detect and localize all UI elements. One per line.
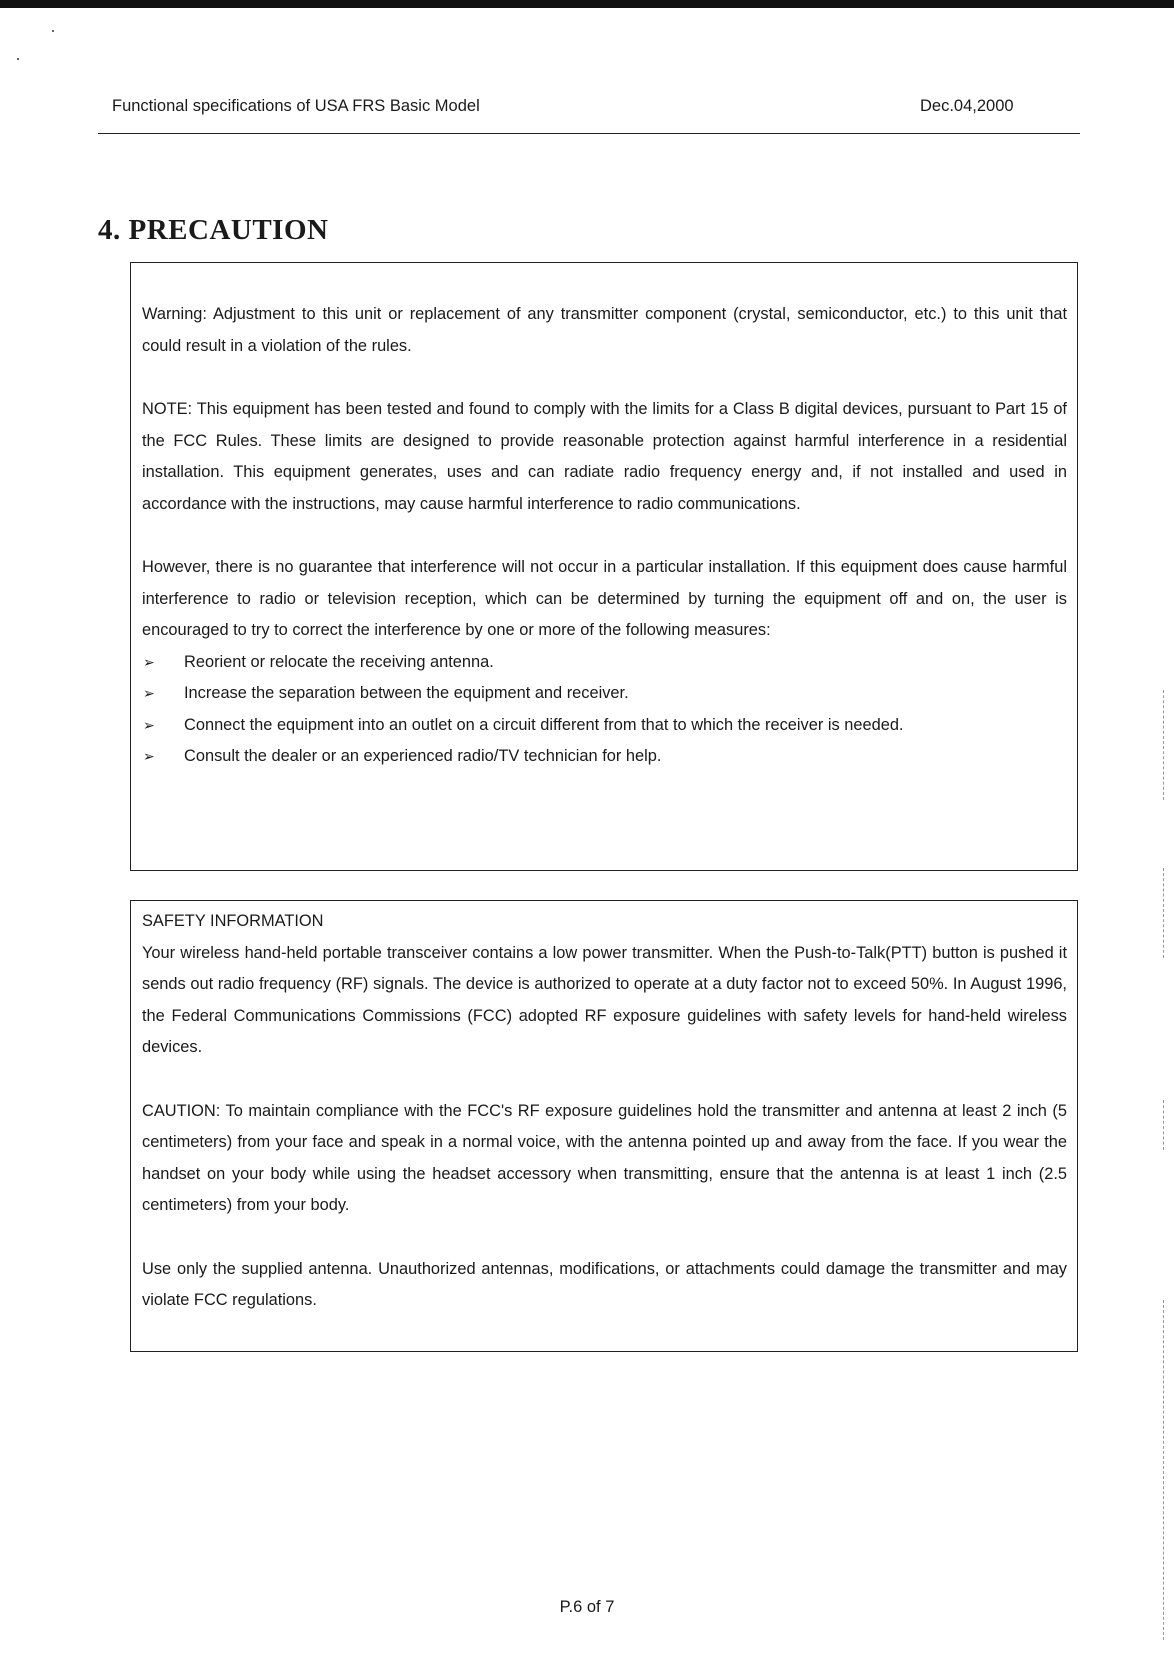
section-title: 4. PRECAUTION <box>98 214 329 246</box>
measure-text: Connect the equipment into an outlet on a circuit different from that to which the receiver is needed. <box>184 715 904 734</box>
precaution-box <box>130 262 1078 871</box>
scan-edge-marks <box>1163 1100 1165 1150</box>
paragraph-gap <box>142 362 1067 394</box>
antenna-paragraph: Use only the supplied antenna. Unauthorized antennas, modifications, or attachments could damage the transmitter and may violate FCC regulations. <box>142 1259 1067 1309</box>
paragraph-gap <box>142 520 1067 552</box>
header-date: Dec.04,2000 <box>920 97 1014 115</box>
measure-text: Reorient or relocate the receiving antenna. <box>184 652 494 671</box>
arrow-bullet-icon: ➢ <box>143 748 155 764</box>
scan-speck <box>52 30 54 32</box>
paragraph-gap <box>142 1064 1067 1096</box>
arrow-bullet-icon: ➢ <box>143 653 155 670</box>
note-paragraph: NOTE: This equipment has been tested and found to comply with the limits for a Class B digital devices, pursuant to Part 15 of the FCC Rules. These limits are designed to provide reasonable protection against harmful interference in a residential installation. This equipment generates, uses and can radiate radio frequency energy and, if not installed and used in accordance with the instructions, may cause harmful interference to radio communications. <box>142 400 1067 513</box>
paragraph-gap <box>142 1222 1067 1254</box>
arrow-bullet-icon: ➢ <box>143 716 155 733</box>
safety-information-box <box>130 900 1078 1352</box>
safety-heading: SAFETY INFORMATION <box>142 912 324 930</box>
arrow-bullet-icon: ➢ <box>143 685 155 701</box>
warning-paragraph: Warning: Adjustment to this unit or replacement of any transmitter component (crystal, semiconductor, etc.) to this unit that could result in a violation of the rules. <box>142 305 1067 355</box>
scan-edge-marks <box>1163 868 1165 958</box>
list-item <box>142 741 1067 773</box>
measures-list <box>142 647 1067 773</box>
safety-intro-paragraph: Your wireless hand-held portable transceiver contains a low power transmitter. When the Push-to-Talk(PTT) button is pushed it sends out radio frequency (RF) signals. The device is authorized to operate at a duty factor not to exceed 50%. In August 1996, the Federal Communications Commissions (FCC) adopted RF exposure guidelines with safety levels for hand-held wireless devices. <box>142 943 1067 1056</box>
precaution-content <box>142 299 1067 773</box>
scan-speck <box>17 58 19 60</box>
list-item <box>142 710 1067 742</box>
page-number: P.6 of 7 <box>559 1598 615 1616</box>
list-item <box>142 678 1067 710</box>
scan-top-border <box>0 0 1174 8</box>
however-paragraph: However, there is no guarantee that interference will not occur in a particular installation. If this equipment does cause harmful interference to radio or television reception, which can be determined by turning the equipment off and on, the user is encouraged to try to correct the interference by one or more of the following measures: <box>142 558 1067 639</box>
caution-paragraph: CAUTION: To maintain compliance with the FCC's RF exposure guidelines hold the transmitter and antenna at least 2 inch (5 centimeters) from your face and speak in a normal voice, with the antenna pointed up and away from the face. If you wear the handset on your body while using the headset accessory when transmitting, ensure that the antenna is at least 1 inch (2.5 centimeters) from your body. <box>142 1101 1067 1214</box>
header-rule <box>98 133 1080 134</box>
measure-text: Consult the dealer or an experienced radio/TV technician for help. <box>184 747 662 765</box>
list-item <box>142 647 1067 679</box>
measure-text: Increase the separation between the equipment and receiver. <box>184 684 629 702</box>
safety-content <box>142 906 1067 1317</box>
header-title: Functional specifications of USA FRS Basic Model <box>112 97 480 115</box>
scan-edge-marks <box>1163 690 1165 800</box>
scan-edge-marks <box>1163 1300 1165 1640</box>
